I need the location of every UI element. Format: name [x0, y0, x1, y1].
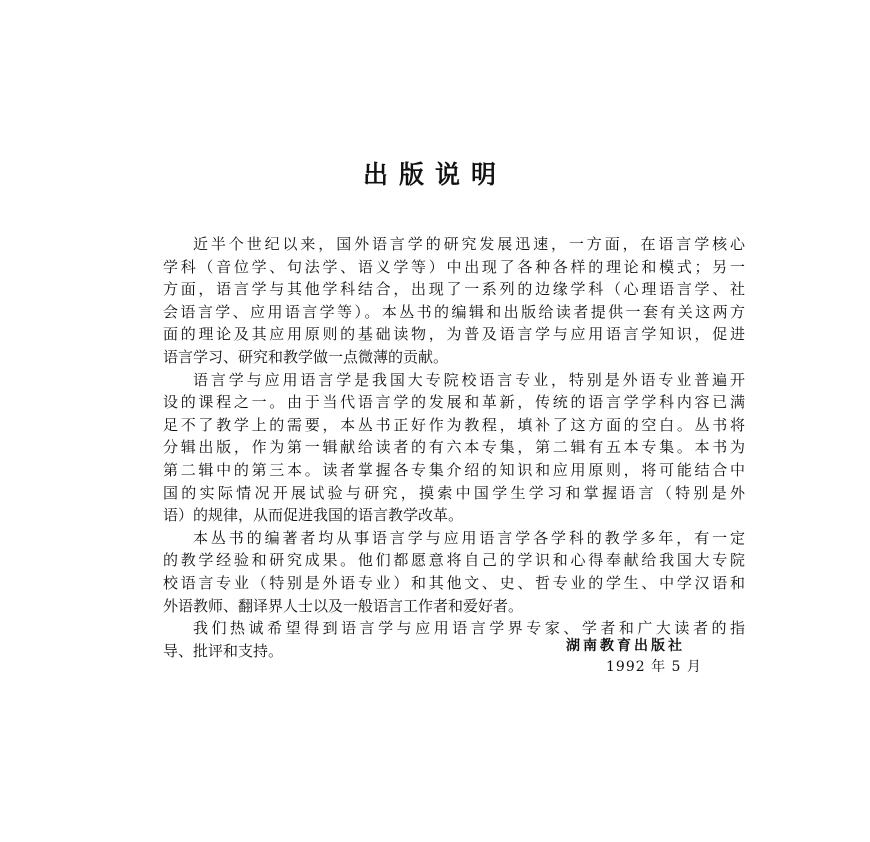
text-line: 的教学经验和研究成果。他们都愿意将自己的学识和心得奉献给我国大专院	[163, 551, 745, 570]
paragraph-3	[163, 527, 745, 617]
publication-date: 1992 年 5 月	[606, 659, 702, 675]
text-line: 外语教师、翻译界人士以及一般语言工作者和爱好者。	[163, 596, 524, 615]
text-line: 面的理论及其应用原则的基础读物，为普及语言学与应用语言学知识，促进	[163, 325, 745, 344]
text-line: 方面，语言学与其他学科结合，出现了一系列的边缘学科（心理语言学、社	[163, 280, 745, 299]
text-line: 语言学与应用语言学是我国大专院校语言专业，特别是外语专业普遍开	[193, 370, 745, 389]
text-line: 会语言学、应用语言学等）。本丛书的编辑和出版给读者提供一套有关这两方	[163, 302, 745, 321]
text-line: 校语言专业（特别是外语专业）和其他文、史、哲专业的学生、中学汉语和	[163, 573, 745, 592]
paragraph-2	[163, 369, 745, 527]
text-line: 语言学习、研究和教学做一点微薄的贡献。	[163, 347, 449, 366]
document-body	[163, 233, 745, 662]
text-line: 语）的规律，从而促进我国的语言教学改革。	[163, 506, 464, 525]
text-line: 分辑出版，作为第一辑献给读者的有六本专集，第二辑有五本专集。本书为	[163, 438, 745, 457]
text-line: 第二辑中的第三本。读者掌握各专集介绍的知识和应用原则，将可能结合中	[163, 460, 745, 479]
text-line: 我们热诚希望得到语言学与应用语言学界专家、学者和广大读者的指	[193, 619, 745, 638]
text-line: 导、批评和支持。	[163, 641, 284, 660]
page-title: 出版说明	[362, 160, 507, 189]
text-line: 足不了教学上的需要，本丛书正好作为教程，填补了这方面的空白。丛书将	[163, 415, 745, 434]
text-line: 国的实际情况开展试验与研究，摸索中国学生学习和掌握语言（特别是外	[163, 483, 745, 502]
text-line: 近半个世纪以来，国外语言学的研究发展迅速，一方面，在语言学核心	[193, 235, 745, 253]
publisher-name: 湖南教育出版社	[566, 638, 685, 654]
paragraph-1	[163, 233, 745, 369]
text-line: 学科（音位学、句法学、语义学等）中出现了各种各样的理论和模式；另一	[163, 257, 745, 276]
text-line: 设的课程之一。由于当代语言学的发展和革新，传统的语言学学科内容已满	[163, 393, 745, 412]
text-line: 本丛书的编著者均从事语言学与应用语言学各学科的教学多年，有一定	[193, 528, 745, 547]
